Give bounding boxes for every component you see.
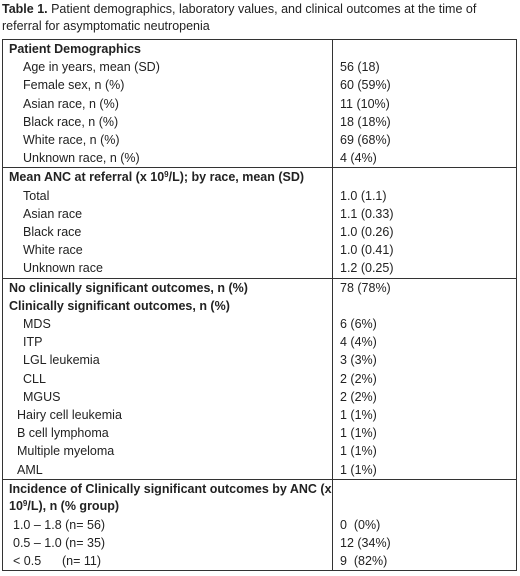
row-label: Black race <box>23 225 82 240</box>
outcomes-section <box>3 278 517 479</box>
row-value: 9 (82%) <box>333 552 517 571</box>
row-label: MGUS <box>23 389 61 404</box>
table-row <box>3 370 517 388</box>
incidence-section <box>3 479 517 571</box>
row-label: AML <box>17 462 43 477</box>
row-value: 1.0 (1.1) <box>333 187 517 205</box>
table-row <box>3 315 517 333</box>
row-label: Hairy cell leukemia <box>17 408 122 423</box>
row-value: 0 (0%) <box>333 516 517 534</box>
row-label: Multiple myeloma <box>17 444 115 459</box>
row-label: 1.0 – 1.8 (n= 56) <box>13 517 106 532</box>
row-value: 78 (78%) <box>333 278 517 297</box>
table-row <box>3 461 517 480</box>
row-label: Asian race, n (%) <box>23 96 119 111</box>
row-label: 0.5 – 1.0 (n= 35) <box>13 536 106 551</box>
row-label: B cell lymphoma <box>17 426 109 441</box>
section-header: Mean ANC at referral (x $10^9/L$); by race, mean (SD) <box>3 168 333 187</box>
table-row <box>3 187 517 205</box>
row-label: Unknown race <box>23 261 103 276</box>
row-value: 1.2 (0.25) <box>333 259 517 278</box>
row-value: 60 (59%) <box>333 76 517 94</box>
table-row <box>3 442 517 460</box>
row-label: White race, n (%) <box>23 133 120 148</box>
table-row <box>3 278 517 297</box>
row-label: LGL leukemia <box>23 353 100 368</box>
row-label: Unknown race, n (%) <box>23 151 140 166</box>
row-label: Black race, n (%) <box>23 114 119 129</box>
table-row <box>3 113 517 131</box>
section-header: Incidence of Clinically significant outcomes by ANC (x $10^9/L$), n (% group) <box>3 479 333 516</box>
row-value: 2 (2%) <box>333 370 517 388</box>
row-label: MDS <box>23 317 51 332</box>
table-row <box>3 259 517 278</box>
caption-label: Table 1. <box>2 2 48 16</box>
table-row <box>3 223 517 241</box>
demographics-section <box>3 40 517 168</box>
table-row <box>3 552 517 571</box>
table-row <box>3 40 517 59</box>
table-row <box>3 388 517 406</box>
table-row <box>3 333 517 351</box>
row-label: White race <box>23 243 83 258</box>
row-label: ITP <box>23 335 43 350</box>
table-row <box>3 58 517 76</box>
row-label: CLL <box>23 371 46 386</box>
row-value: 3 (3%) <box>333 351 517 369</box>
table-row <box>3 534 517 552</box>
anc-section <box>3 168 517 278</box>
row-label: Female sex, n (%) <box>23 78 125 93</box>
row-value: 12 (34%) <box>333 534 517 552</box>
row-value: 69 (68%) <box>333 131 517 149</box>
row-value: 11 (10%) <box>333 95 517 113</box>
section-header: No clinically significant outcomes, n (%) <box>3 278 333 297</box>
table-row <box>3 479 517 516</box>
row-value: 56 (18) <box>333 58 517 76</box>
row-value: 1 (1%) <box>333 461 517 480</box>
row-label: < 0.5 (n= 11) <box>13 554 102 569</box>
row-label: Asian race <box>23 206 83 221</box>
row-label: Total <box>23 188 50 203</box>
row-value: 1 (1%) <box>333 442 517 460</box>
table-row <box>3 205 517 223</box>
row-value: 1.0 (0.41) <box>333 241 517 259</box>
table-row <box>3 95 517 113</box>
row-label: Age in years, mean (SD) <box>23 60 160 75</box>
table-row <box>3 241 517 259</box>
row-value: 1.1 (0.33) <box>333 205 517 223</box>
table-row <box>3 168 517 187</box>
table-row <box>3 131 517 149</box>
table-caption <box>2 1 516 35</box>
table-row <box>3 76 517 94</box>
section-header: Clinically significant outcomes, n (%) <box>9 298 230 313</box>
table-row <box>3 351 517 369</box>
row-value: 4 (4%) <box>333 333 517 351</box>
row-value: 18 (18%) <box>333 113 517 131</box>
row-value: 1.0 (0.26) <box>333 223 517 241</box>
table-row <box>3 516 517 534</box>
row-value: 1 (1%) <box>333 424 517 442</box>
row-value: 6 (6%) <box>333 315 517 333</box>
table-row <box>3 149 517 168</box>
row-value: 1 (1%) <box>333 406 517 424</box>
row-value: 4 (4%) <box>333 149 517 168</box>
caption-text: Patient demographics, laboratory values, and clinical outcomes at the time of referral for asymptomatic neutropenia <box>2 2 477 33</box>
row-value: 2 (2%) <box>333 388 517 406</box>
results-table <box>2 39 517 571</box>
section-header: Patient Demographics <box>3 40 333 59</box>
table-row <box>3 297 517 315</box>
table-row <box>3 424 517 442</box>
table-row <box>3 406 517 424</box>
